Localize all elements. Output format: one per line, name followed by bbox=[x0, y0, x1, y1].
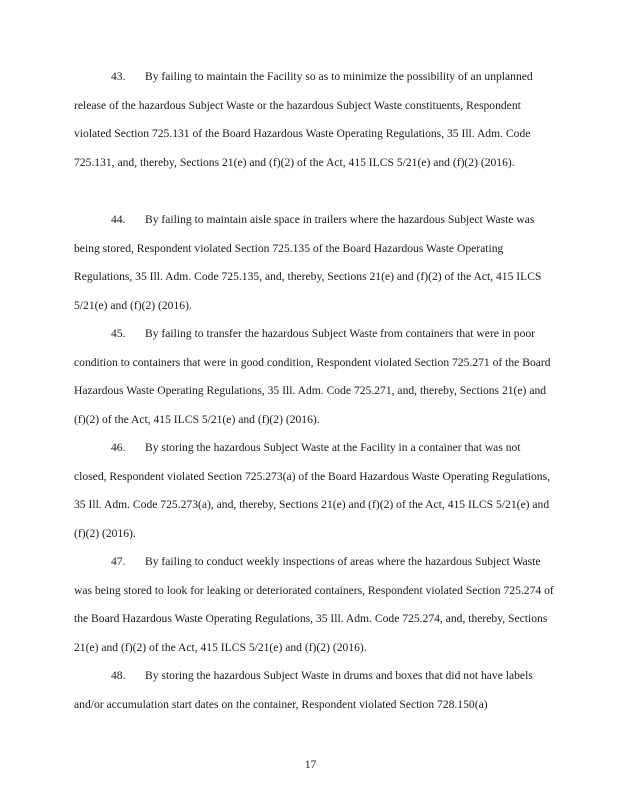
paragraph-45 bbox=[74, 320, 554, 434]
paragraph-number: 48. bbox=[111, 669, 126, 682]
paragraph-text: By failing to transfer the hazardous Subject Waste from containers that were in poor condition to containers that were in good condition, Respondent violated Section 725.271 of the Board Hazardous Waste Operating Regulations, 35 Ill. Adm. Code 725.271, and, thereby, Sections 21(e) and (f)(2) of the Act, 415 ILCS 5/21(e) and (f)(2) (2016). bbox=[74, 327, 551, 426]
paragraph-text: By storing the hazardous Subject Waste at the Facility in a container that was not closed, Respondent violated Section 725.273(a) of the Board Hazardous Waste Operating Regulations, 35 Ill. Adm. Code 725.273(a), and, thereby, Sections 21(e) and (f)(2) of the Act, 415 ILCS 5/21(e) and (f)(2) (2016). bbox=[74, 441, 551, 540]
paragraph-43 bbox=[74, 63, 554, 177]
paragraph-text: By failing to maintain aisle space in trailers where the hazardous Subject Waste was being stored, Respondent violated Section 725.135 of the Board Hazardous Waste Operating Regulations, 35 Ill. Adm. Code 725.135, and, thereby, Sections 21(e) and (f)(2) of the Act, 415 ILCS 5/21(e) and (f)(2) (2016). bbox=[74, 213, 542, 312]
paragraph-number: 47. bbox=[111, 555, 126, 568]
page-number: 17 bbox=[304, 758, 317, 771]
paragraph-text: By failing to conduct weekly inspections of areas where the hazardous Subject Waste was being stored to look for leaking or deteriorated containers, Respondent violated Section 725.274 of the Board Hazardous Waste Operating Regulations, 35 Ill. Adm. Code 725.274, and, thereby, Sections 21(e) and (f)(2) of the Act, 415 ILCS 5/21(e) and (f)(2) (2016). bbox=[74, 555, 554, 654]
paragraph-48 bbox=[74, 662, 554, 719]
paragraph-number: 43. bbox=[111, 70, 126, 83]
paragraph-number: 45. bbox=[111, 327, 126, 340]
paragraph-44 bbox=[74, 206, 554, 320]
paragraph-46 bbox=[74, 434, 554, 548]
paragraph-number: 46. bbox=[111, 441, 126, 454]
paragraph-text: By storing the hazardous Subject Waste in drums and boxes that did not have labels and/or accumulation start dates on the container, Respondent violated Section 728.150(a) bbox=[74, 669, 533, 711]
paragraph-47 bbox=[74, 548, 554, 662]
paragraph-text: By failing to maintain the Facility so as to minimize the possibility of an unplanned release of the hazardous Subject Waste or the hazardous Subject Waste constituents, Respondent violated Section 725.131 of the Board Hazardous Waste Operating Regulations, 35 Ill. Adm. Code 725.131, and, thereby, Sections 21(e) and (f)(2) of the Act, 415 ILCS 5/21(e) and (f)(2) (2016). bbox=[74, 70, 533, 169]
paragraph-number: 44. bbox=[111, 213, 126, 226]
